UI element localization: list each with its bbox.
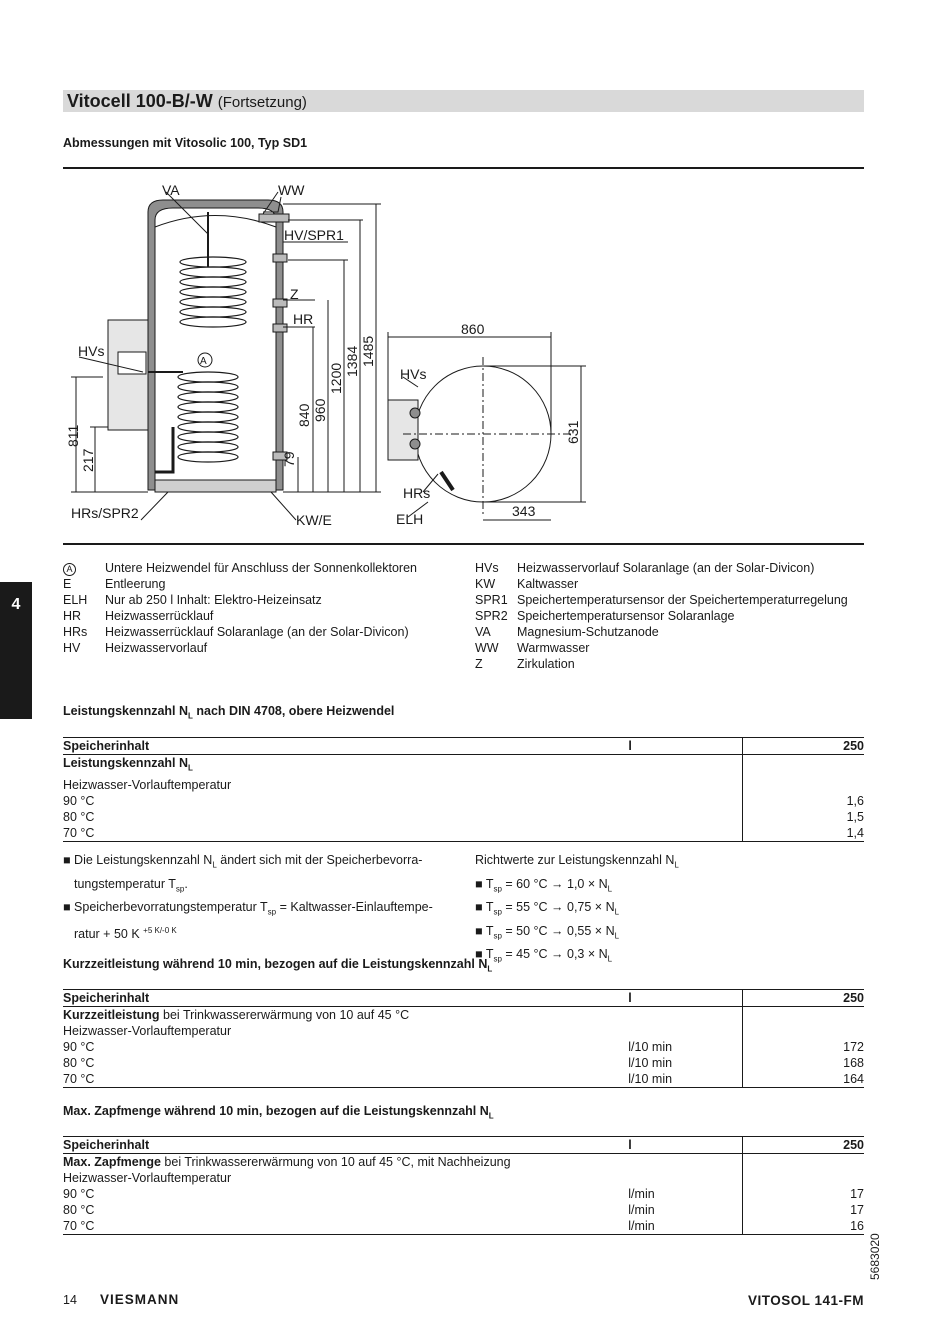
table-header (63, 1137, 864, 1154)
label-hvs-left: HVs (78, 343, 105, 359)
table-cell (743, 755, 864, 777)
note-sub: sp (493, 884, 502, 893)
table-cell (628, 793, 742, 809)
table-cell (628, 825, 742, 842)
table-cell (63, 1007, 743, 1024)
header-cell: 250 (743, 990, 864, 1007)
table-cell (628, 777, 742, 793)
table-cell: 16 (743, 1218, 864, 1235)
header-cell: l (628, 990, 742, 1007)
note-text: = 45 °C → 0,3 × N (501, 947, 608, 961)
legend-text: Warmwasser (517, 641, 590, 655)
note-sub: sp (267, 907, 277, 917)
chapter-tab (0, 582, 32, 719)
table-row (63, 1218, 864, 1235)
page-title (67, 91, 307, 112)
dim-631: 631 (565, 420, 581, 444)
table-cell (63, 755, 628, 777)
notes-right-title (475, 851, 865, 875)
nl-heading (63, 704, 394, 721)
table-cell: l/min (628, 1187, 655, 1201)
note-text: = 50 °C → 0,55 × N (501, 923, 615, 938)
heading-suffix: nach DIN 4708, obere Heizwendel (192, 704, 395, 718)
legend-item (475, 640, 865, 656)
note-text: T (485, 923, 494, 938)
label-a: A (200, 356, 207, 367)
nl-table (63, 737, 864, 842)
table-row (63, 825, 864, 842)
dim-343: 343 (512, 503, 536, 519)
note-sub: L (614, 907, 620, 917)
table-cell: Heizwasser-Vorlauftemperatur (63, 1024, 232, 1038)
chapter-tab-label: 4 (11, 596, 21, 613)
table-cell (628, 809, 742, 825)
legend-key: HV (63, 641, 81, 655)
note-item (63, 851, 463, 898)
legend-key: E (63, 577, 72, 591)
zapf-heading (63, 1104, 494, 1121)
table-cell: 90 °C (63, 1040, 95, 1054)
bullet-icon: ■ (63, 900, 71, 914)
table-row (63, 1202, 864, 1218)
note-item: ■ $T_{sp} = 50$ $^\circ C \to 0,55 \times N_L$ (475, 923, 620, 940)
note-item (63, 898, 463, 943)
table-header (63, 990, 864, 1007)
legend-left (63, 560, 473, 656)
table-cell: 80 °C (63, 809, 95, 824)
legend-text: Heizwasserrücklauf (105, 609, 214, 623)
legend-text: Kaltwasser (517, 577, 579, 591)
table-cell: 17 (743, 1186, 864, 1202)
note-text: . (184, 876, 188, 891)
table-cell: 90 °C (63, 793, 95, 808)
table-cell (628, 1023, 742, 1039)
table-cell (628, 755, 742, 777)
note-item: ■ $T_{sp} = 55$ $^\circ C \to 0,75 \times N_L$ (475, 900, 620, 917)
cell-text: bei Trinkwassererwärmung von 10 auf 45 °C (159, 1008, 410, 1022)
note-text: = Kaltwasser-Einlauftempe- (276, 900, 433, 914)
legend-text: Heizwasserrücklauf Solaranlage (an der Solar-Divicon) (105, 625, 409, 639)
legend-item (63, 560, 473, 576)
legend-text: Magnesium-Schutzanode (517, 625, 659, 639)
dimensions-heading: Abmessungen mit Vitosolic 100, Typ SD1 (63, 136, 308, 150)
bullet-icon: ■ (63, 853, 71, 867)
legend-item (475, 624, 865, 640)
table-cell: 1,5 (743, 809, 864, 825)
legend-item (475, 608, 865, 624)
table-row (63, 1039, 864, 1055)
note-sub: sp (493, 907, 502, 917)
header-cell: Speicherinhalt (63, 738, 628, 755)
table-row (63, 809, 864, 825)
legend-key: HVs (475, 561, 499, 575)
title-suffix: (Fortsetzung) (217, 94, 307, 111)
dim-79: 79 (281, 451, 297, 467)
note-text: Die Leistungskennzahl N (74, 853, 213, 867)
dim-1485: 1485 (360, 335, 376, 367)
table-cell: Heizwasser-Vorlauftemperatur (63, 777, 232, 792)
kurz-heading (63, 957, 492, 974)
legend-key: HRs (63, 625, 88, 639)
divider (63, 167, 864, 169)
table-cell: 1,6 (743, 793, 864, 809)
dim-1384: 1384 (344, 345, 360, 377)
cell-bold: Max. Zapfmenge (63, 1155, 161, 1169)
legend-text: Entleerung (105, 577, 166, 591)
legend-text: Speichertemperatursensor der Speichertemperaturregelung (517, 593, 848, 607)
table-row (63, 1007, 864, 1024)
legend-text: Nur ab 250 l Inhalt: Elektro-Heizeinsatz (105, 593, 322, 607)
title-text: Vitocell 100-B/-W (67, 91, 213, 111)
legend-text: Untere Heizwendel für Anschluss der Sonnenkollektoren (105, 561, 417, 575)
legend-key: ELH (63, 593, 88, 607)
label-hrs: HRs (403, 485, 431, 501)
table-cell: 70 °C (63, 1218, 628, 1235)
table-cell: 164 (743, 1071, 864, 1088)
legend-item (63, 576, 473, 592)
legend-item (475, 656, 865, 672)
brand-logo: VIESMANN (100, 1292, 180, 1307)
dim-1200: 1200 (328, 362, 344, 394)
cell-text: Leistungskennzahl N (63, 756, 189, 770)
table-row (63, 793, 864, 809)
note-sub: L (607, 954, 613, 964)
heading-text: Leistungskennzahl N (63, 704, 189, 718)
table-cell (743, 1170, 864, 1186)
legend-key: SPR1 (475, 593, 508, 607)
note-text: T (485, 876, 494, 891)
table-cell (743, 777, 864, 793)
label-hrs-spr2: HRs/SPR2 (71, 505, 139, 521)
table-cell: 70 °C (63, 1071, 628, 1088)
note-sub: L (212, 860, 217, 870)
table-cell (743, 1007, 864, 1024)
label-z: Z (290, 286, 299, 302)
table-cell: 168 (743, 1055, 864, 1071)
table-row (63, 1154, 864, 1171)
note-sub: L (674, 860, 679, 870)
table-row (63, 755, 864, 777)
cell-sub: L (188, 763, 193, 773)
header-cell: 250 (743, 1137, 864, 1154)
label-elh: ELH (396, 511, 424, 527)
table-cell: l/10 min (628, 1040, 673, 1054)
note-sub: sp (493, 931, 502, 940)
label-hv-spr1: HV/SPR1 (284, 227, 344, 243)
table-row (63, 1023, 864, 1039)
table-cell (63, 1154, 743, 1171)
legend-item (63, 624, 473, 640)
note-text: ratur + 50 K (74, 926, 144, 941)
legend-text: Heizwasservorlauf Solaranlage (an der Solar-Divicon) (517, 561, 815, 575)
note-sub: L (614, 931, 620, 940)
legend-item (63, 592, 473, 608)
label-hr: HR (293, 311, 314, 327)
note-text: T (485, 900, 494, 914)
header-cell: l (628, 738, 742, 755)
kurz-table (63, 989, 864, 1088)
notes-left (63, 851, 463, 943)
divider (63, 543, 864, 545)
cell-text: bei Trinkwassererwärmung von 10 auf 45 °C, mit Nachheizung (160, 1155, 511, 1169)
circled-a-icon: A (63, 563, 76, 576)
note-text: Speicherbevorratungstemperatur T (74, 900, 268, 914)
legend-text: Heizwasservorlauf (105, 641, 208, 655)
note-sub: sp (493, 954, 502, 964)
table-row (63, 1071, 864, 1088)
note-text: T (485, 947, 494, 961)
table-cell: 80 °C (63, 1056, 95, 1070)
dim-860: 860 (461, 321, 485, 337)
table-cell: 172 (743, 1039, 864, 1055)
label-hvs-right: HVs (400, 366, 427, 382)
table-cell: 17 (743, 1202, 864, 1218)
dim-217: 217 (80, 448, 96, 472)
legend-text: Zirkulation (517, 657, 575, 671)
note-text: = 55 °C → 0,75 × N (501, 900, 615, 914)
legend-key: SPR2 (475, 609, 508, 623)
header-cell: Speicherinhalt (63, 990, 628, 1007)
table-cell: 70 °C (63, 825, 628, 842)
table-cell: 1,4 (743, 825, 864, 842)
heading-text: Max. Zapfmenge während 10 min, bezogen auf die Leistungskennzahl N (63, 1104, 489, 1118)
table-cell: 90 °C (63, 1187, 95, 1201)
header-cell: l (628, 1137, 742, 1154)
zapf-table (63, 1136, 864, 1235)
heading-sub: L (188, 711, 193, 721)
legend-key: KW (475, 577, 496, 591)
table-header (63, 738, 864, 755)
note-text: tungstemperatur T (74, 876, 176, 891)
dim-960: 960 (312, 398, 328, 422)
table-cell: l/min (628, 1203, 655, 1217)
note-sup: +5 K/-0 K (143, 925, 177, 935)
cell-bold: Kurzzeitleistung (63, 1008, 160, 1022)
legend-text: Speichertemperatursensor Solaranlage (517, 609, 735, 623)
note-sub: L (607, 884, 613, 893)
table-row (63, 1186, 864, 1202)
legend-item (475, 592, 865, 608)
title-bar (63, 90, 864, 112)
dim-840: 840 (296, 403, 312, 427)
label-va: VA (162, 182, 180, 198)
table-cell: l/10 min (628, 1056, 673, 1070)
header-cell: Speicherinhalt (63, 1137, 628, 1154)
heading-sub: L (488, 1111, 494, 1121)
table-cell: l/min (628, 1218, 742, 1235)
note-text: Richtwerte zur Leistungskennzahl N (475, 853, 675, 867)
label-kw-e: KW/E (296, 512, 332, 528)
table-row (63, 1055, 864, 1071)
table-row (63, 1170, 864, 1186)
note-item: ■ $T_{sp} = 45$ $^\circ C \to 0,3 \times N_L$ (475, 947, 613, 964)
heading-text: Kurzzeitleistung während 10 min, bezogen auf die Leistungskennzahl N (63, 957, 488, 971)
legend-key: WW (475, 641, 499, 655)
legend-right (475, 560, 865, 672)
table-cell (628, 1170, 742, 1186)
table-cell (743, 1154, 864, 1171)
table-cell (743, 1023, 864, 1039)
product-name: VITOSOL 141-FM (747, 1293, 864, 1308)
legend-key: Z (475, 657, 483, 671)
dimension-drawing (63, 172, 864, 542)
table-cell: Heizwasser-Vorlauftemperatur (63, 1171, 232, 1185)
legend-item (63, 640, 473, 656)
header-cell: 250 (743, 738, 864, 755)
table-row (63, 777, 864, 793)
note-text: = 60 °C → 1,0 × N (501, 876, 608, 891)
note-item: ■ $T_{sp} = 60$ $^\circ C \to 1,0 \times N_L$ (475, 876, 613, 893)
note-sub: sp (175, 884, 185, 893)
table-cell: 80 °C (63, 1203, 95, 1217)
page-number: 14 (63, 1293, 77, 1307)
heading-sub: L (487, 964, 493, 974)
dim-811: 811 (65, 424, 81, 447)
legend-key: HR (63, 609, 82, 623)
legend-key: VA (475, 625, 491, 639)
note-text: ändert sich mit der Speicherbevorra- (216, 853, 423, 867)
legend-item (475, 560, 865, 576)
table-cell: l/10 min (628, 1071, 742, 1088)
legend-item (63, 608, 473, 624)
document-number: 5683020 (868, 1233, 882, 1280)
legend-item (475, 576, 865, 592)
label-ww: WW (278, 182, 305, 198)
notes-right (475, 851, 865, 969)
